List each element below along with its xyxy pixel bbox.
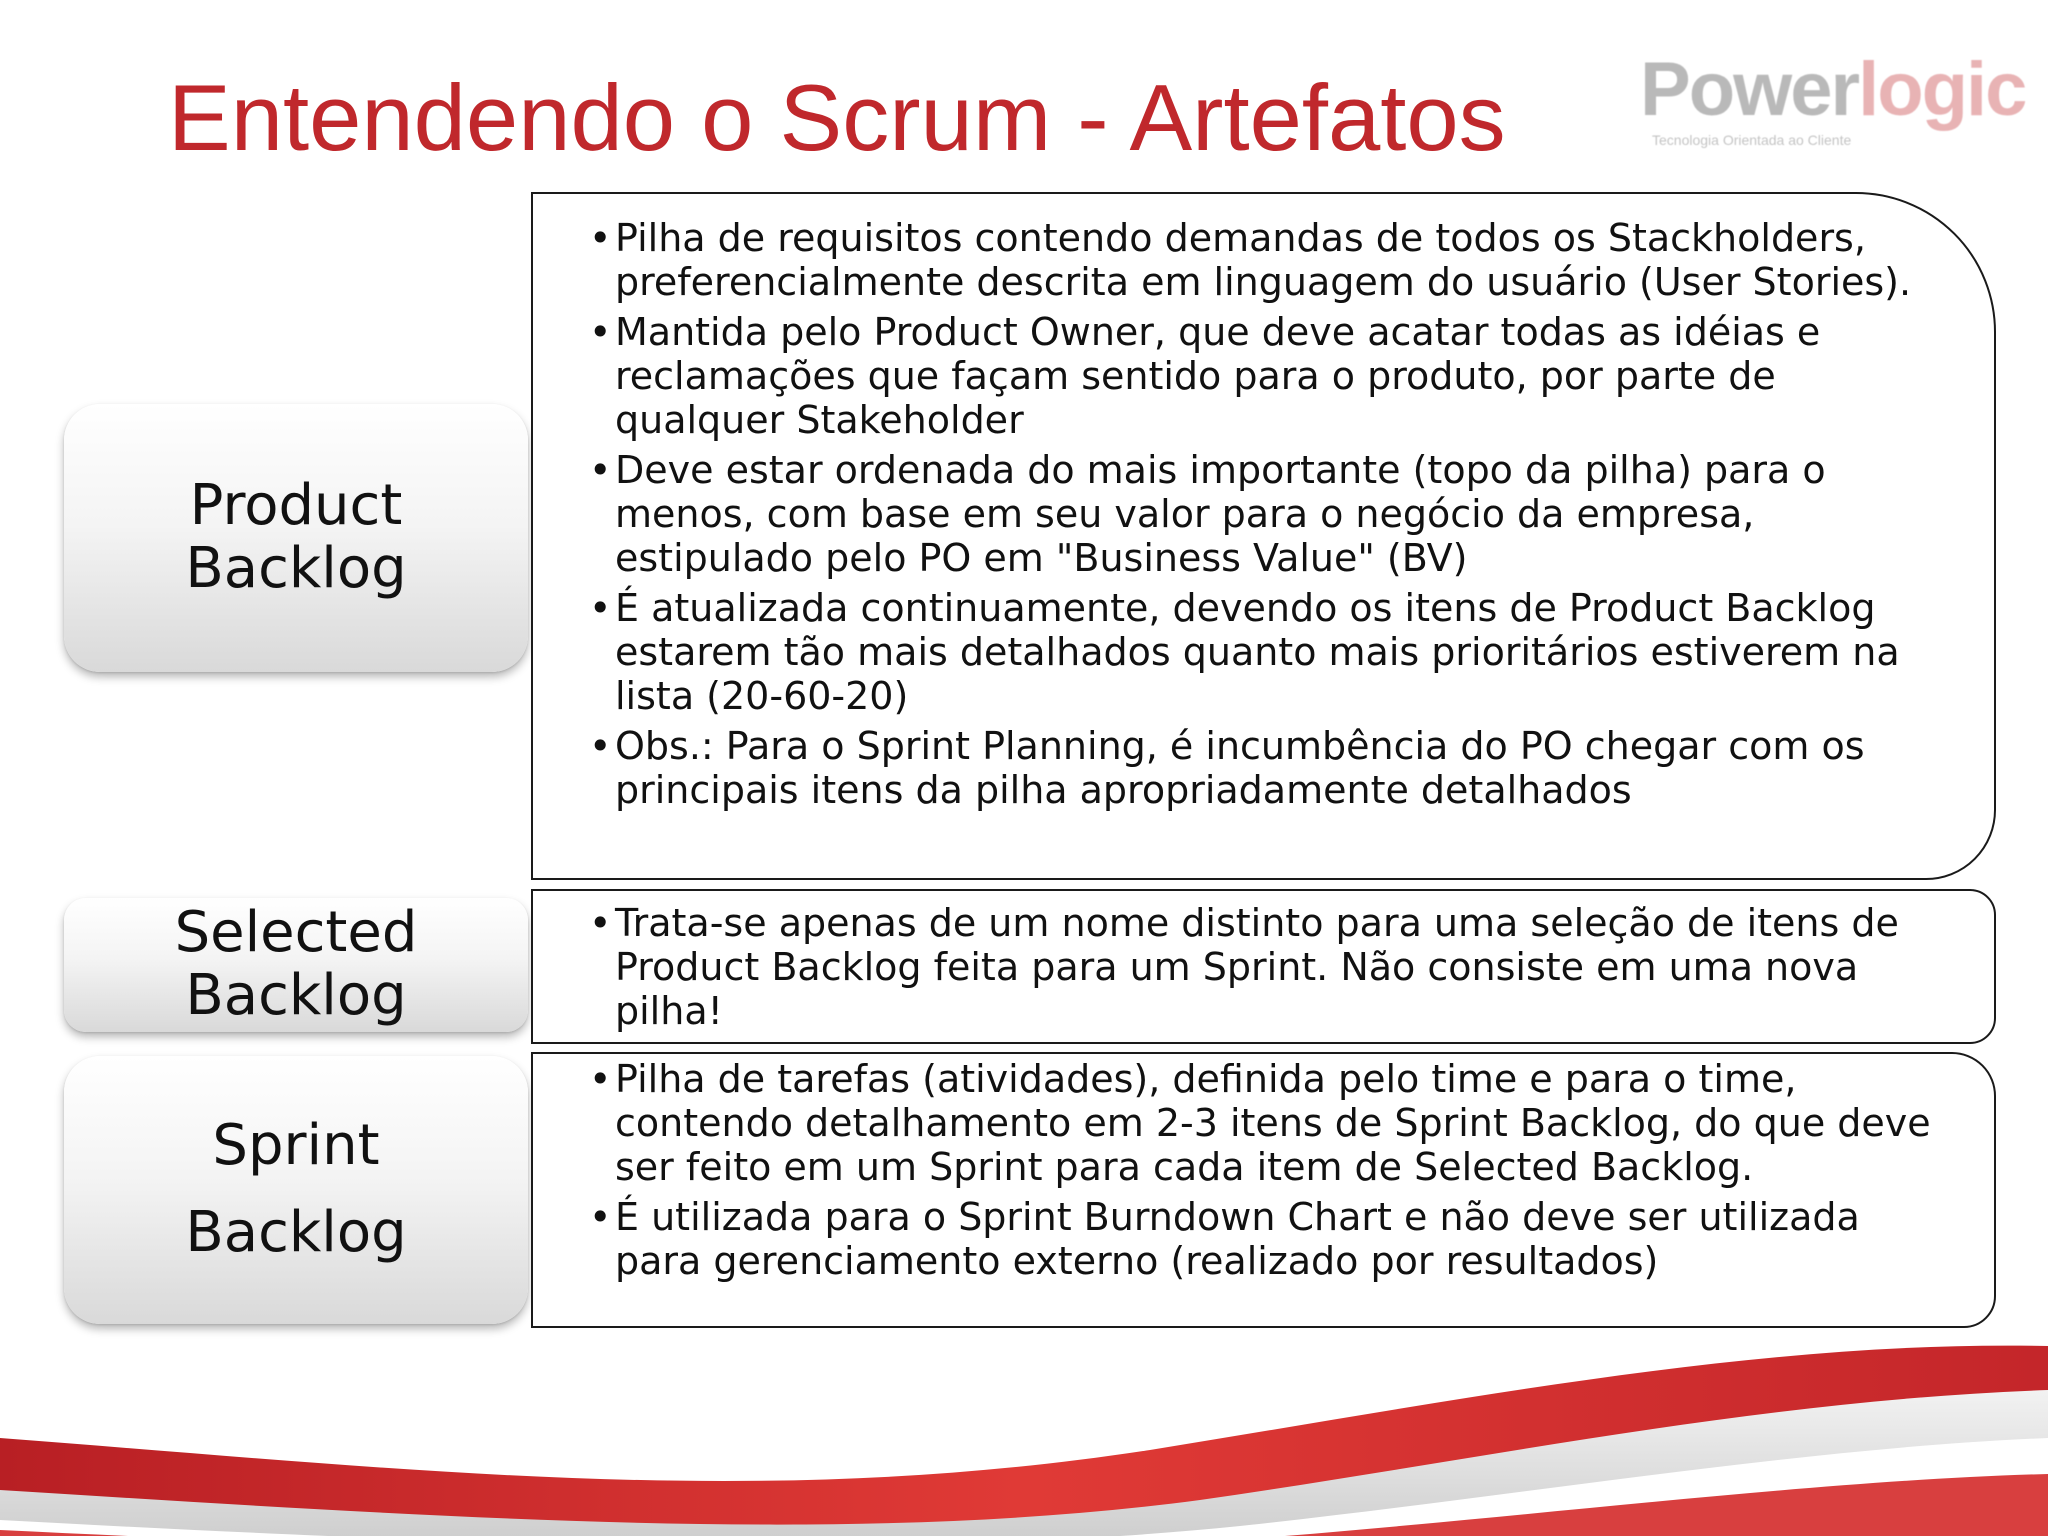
sprint-backlog-label-line1: Sprint bbox=[212, 1113, 380, 1179]
bullet-item: • Trata-se apenas de um nome distinto para uma seleção de itens de Product Backlog feita para um Sprint. Não consiste em uma nova pilha! bbox=[589, 901, 1954, 1033]
sprint-backlog-bullets bbox=[589, 1057, 1954, 1289]
logo-word-logic: logic bbox=[1858, 47, 2026, 132]
bullet-item: • Obs.: Para o Sprint Planning, é incumbência do PO chegar com os principais itens da pilha apropriadamente detalhados bbox=[589, 724, 1954, 812]
bullet-item: • É utilizada para o Sprint Burndown Chart e não deve ser utilizada para gerenciamento externo (realizado por resultados) bbox=[589, 1195, 1954, 1283]
selected-backlog-label-line1: Selected bbox=[174, 900, 418, 966]
powerlogic-logo bbox=[1640, 47, 2026, 152]
sprint-backlog-label bbox=[64, 1056, 528, 1324]
selected-backlog-label bbox=[64, 898, 528, 1032]
slide-title: Entendendo o Scrum - Artefatos bbox=[168, 65, 1506, 170]
logo-word-power: Power bbox=[1640, 47, 1859, 132]
product-backlog-bullets bbox=[589, 216, 1954, 818]
selected-backlog-bullets bbox=[589, 901, 1954, 1033]
product-backlog-label bbox=[64, 404, 528, 672]
sprint-backlog-label-line2: Backlog bbox=[185, 1200, 407, 1265]
bullet-item: • Pilha de tarefas (atividades), definida pelo time e para o time, contendo detalhamento em 2-3 itens de Sprint Backlog, do que deve ser feito em um Sprint para cada item de Selected Backlog. bbox=[589, 1057, 1954, 1189]
product-backlog-label-line2: Backlog bbox=[185, 536, 407, 601]
footer-swoosh-decoration bbox=[0, 1320, 2048, 1536]
logo-wordmark bbox=[1640, 47, 2026, 132]
product-backlog-description bbox=[531, 192, 1996, 880]
sprint-backlog-description bbox=[531, 1052, 1996, 1328]
bullet-item: • Pilha de requisitos contendo demandas de todos os Stackholders, preferencialmente descrita em linguagem do usuário (User Stories). bbox=[589, 216, 1954, 304]
bullet-item: • É atualizada continuamente, devendo os itens de Product Backlog estarem tão mais detalhados quanto mais prioritários estiverem na lista (20-60-20) bbox=[589, 586, 1954, 718]
selected-backlog-description bbox=[531, 889, 1996, 1044]
logo-tagline: Tecnologia Orientada ao Cliente bbox=[1652, 132, 1852, 148]
bullet-item: • Mantida pelo Product Owner, que deve acatar todas as idéias e reclamações que façam sentido para o produto, por parte de qualquer Stakeholder bbox=[589, 310, 1954, 442]
selected-backlog-label-line2: Backlog bbox=[185, 963, 407, 1028]
product-backlog-label-line1: Product bbox=[189, 473, 403, 539]
bullet-item: • Deve estar ordenada do mais importante (topo da pilha) para o menos, com base em seu valor para o negócio da empresa, estipulado pelo PO em "Business Value" (BV) bbox=[589, 448, 1954, 580]
